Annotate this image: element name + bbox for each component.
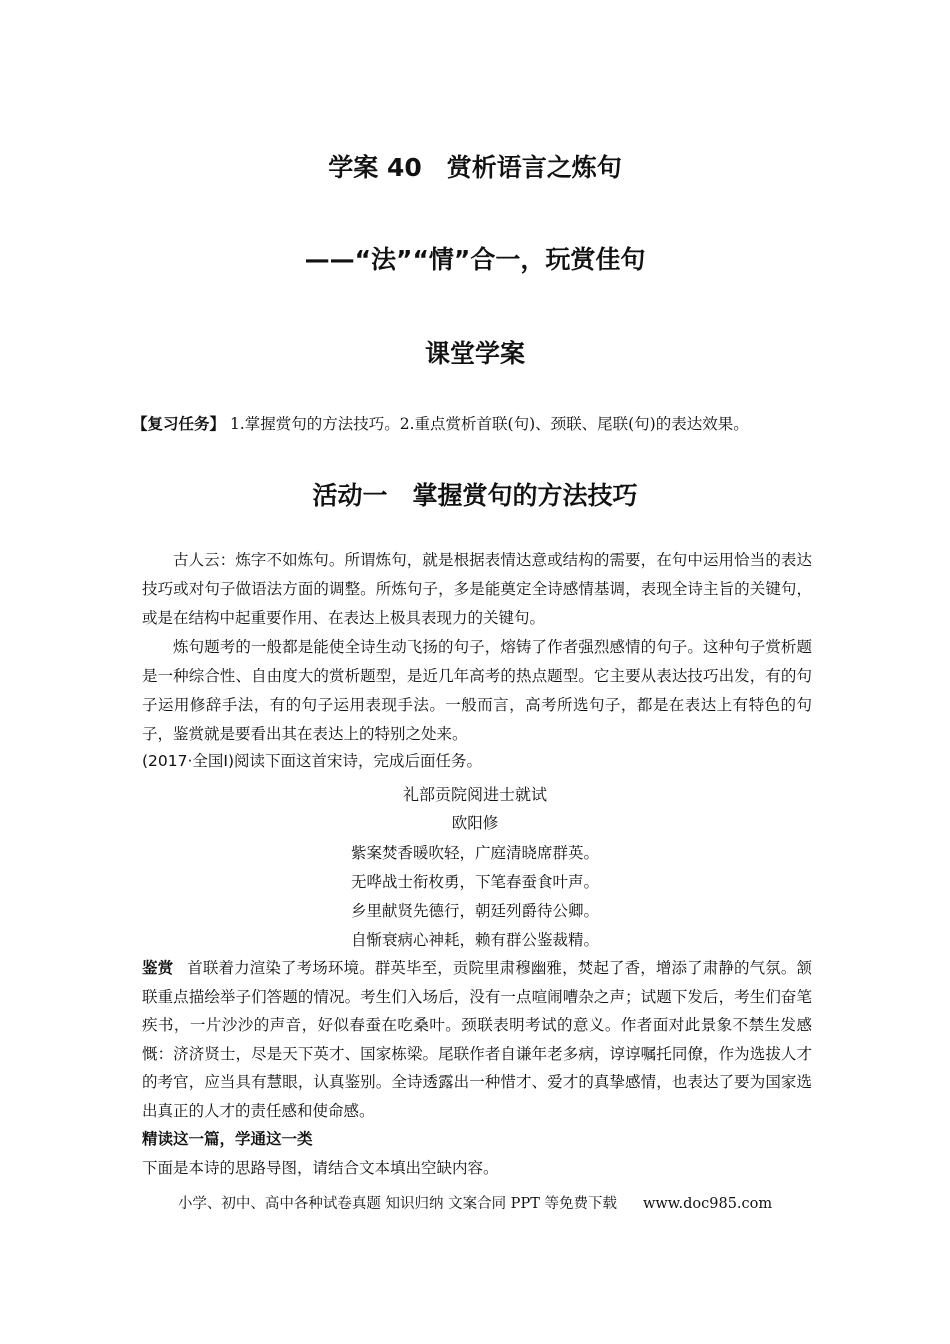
- poem-line: 紫案焚香暖吹轻，广庭清晓席群英。: [350, 844, 599, 862]
- poem-line: 乡里献贤先德行，朝廷列爵待公卿。: [350, 902, 599, 920]
- reading-instruction: 下面是本诗的思路导图，请结合文本填出空缺内容。: [142, 1159, 499, 1177]
- paragraph-text: 炼句题考的一般都是能使全诗生动飞扬的句子，熔铸了作者强烈感情的句子。这种句子赏析题是一种综合性、自由度大的赏析题型，是近几年高考的热点题型。它主要从表达技巧出发，有的句子运用修辞手法，有的句子运用表现手法。一般而言，高考所选句子，都是在表达上有特色的句子，鉴赏就是要看出其在表达上的特别之处来。: [142, 638, 812, 743]
- appreciation-label: 鉴赏: [142, 959, 174, 977]
- poem-line: 无哗战士衔枚勇，下笔春蚕食叶声。: [350, 873, 599, 891]
- activity-heading: 活动一 掌握赏句的方法技巧: [312, 481, 638, 510]
- page-subtitle: ——“法”“情”合一，玩赏佳句: [304, 245, 646, 274]
- footer-url[interactable]: www.doc985.com: [642, 1196, 773, 1212]
- poem-title: 礼部贡院阅进士就试: [402, 785, 547, 804]
- page-footer: [0, 1192, 950, 1213]
- section-heading: 课堂学案: [424, 339, 525, 368]
- intro-paragraph-2: [142, 633, 812, 749]
- reading-heading: 精读这一篇，学通这一类: [142, 1130, 313, 1148]
- appreciation-block: [142, 954, 812, 1125]
- review-task: [132, 412, 832, 434]
- review-task-text: 1.掌握赏句的方法技巧。2.重点赏析首联(句)、颈联、尾联(句)的表达效果。: [225, 415, 749, 433]
- paragraph-text: 古人云：炼字不如炼句。所谓炼句，就是根据表情达意或结构的需要，在句中运用恰当的表达技巧或对句子做语法方面的调整。所炼句子，多是能奠定全诗感情基调，表现全诗主旨的关键句，或是在结构中起重要作用、在表达上极具表现力的关键句。: [142, 551, 812, 627]
- page-title: 学案 40 赏析语言之炼句: [328, 153, 622, 182]
- appreciation-text: 首联着力渲染了考场环境。群英毕至，贡院里肃穆幽雅，焚起了香，增添了肃静的气氛。颔联重点描绘举子们答题的情况。考生们入场后，没有一点喧闹嘈杂之声；试题下发后，考生们奋笔疾书，一片沙沙的声音，好似春蚕在吃桑叶。颈联表明考试的意义。作者面对此景象不禁生发感慨：济济贤士，尽是天下英才、国家栋梁。尾联作者自谦年老多病，谆谆嘱托同僚，作为选拔人才的考官，应当具有慧眼，认真鉴别。全诗透露出一种惜才、爱才的真挚感情，也表达了要为国家选出真正的人才的责任感和使命感。: [142, 959, 812, 1120]
- footer-text: 小学、初中、高中各种试卷真题 知识归纳 文案合同 PPT 等免费下载: [177, 1196, 617, 1212]
- question-source: (2017·全国Ⅰ)阅读下面这首宋诗，完成后面任务。: [142, 752, 483, 770]
- review-task-label: 【复习任务】: [132, 415, 226, 433]
- poem-line: 自惭衰病心神耗，赖有群公鉴裁精。: [350, 931, 599, 949]
- intro-paragraph-1: [142, 546, 812, 633]
- poem-author: 欧阳修: [451, 814, 499, 832]
